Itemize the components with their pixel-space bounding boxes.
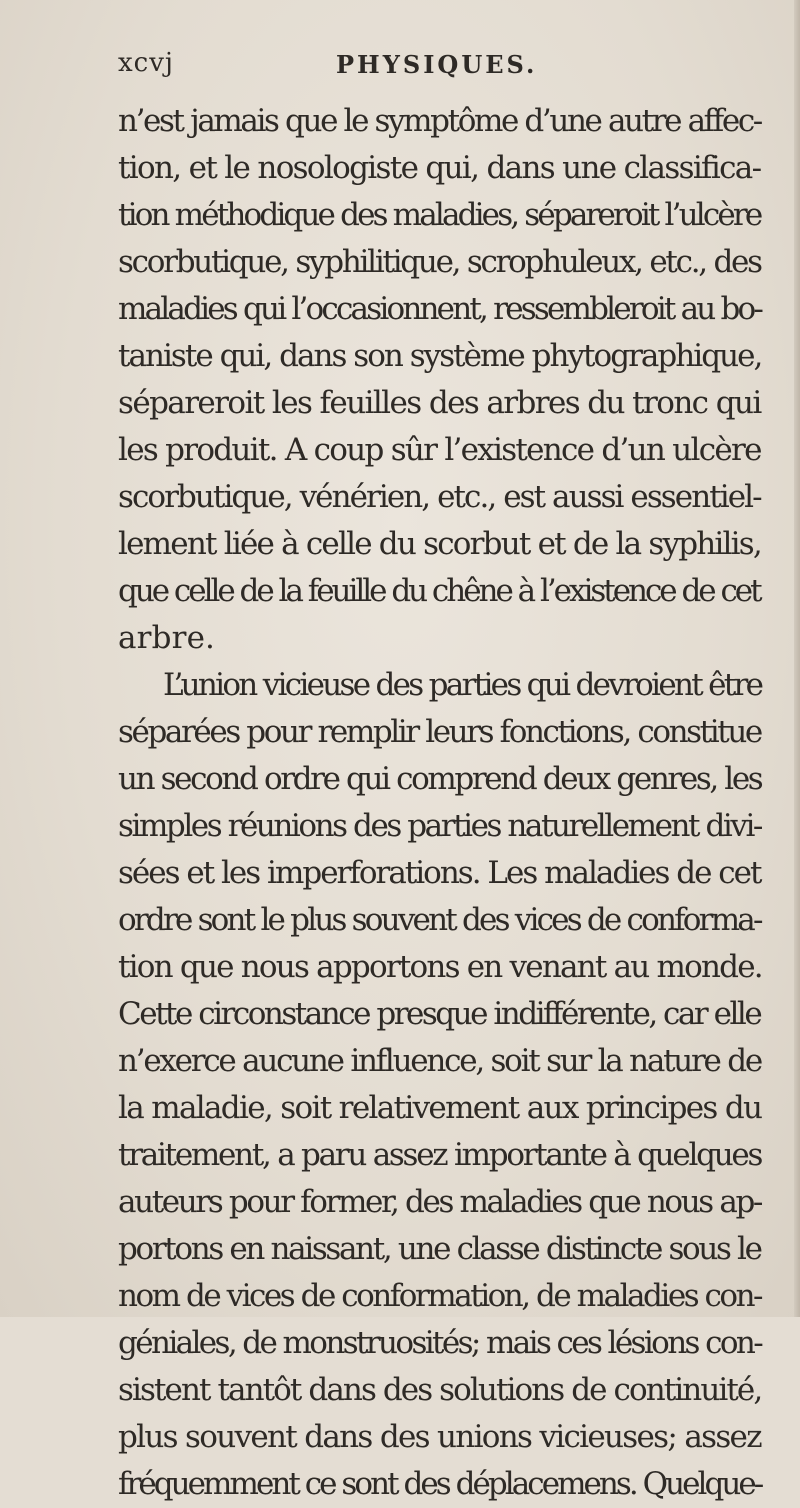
body-text	[118, 98, 768, 1508]
text-line: nom de vices de conformation, de maladies con-	[118, 1278, 762, 1314]
text-line: un second ordre qui comprend deux genres, les	[118, 761, 762, 797]
text-line: ordre sont le plus souvent des vices de conforma-	[118, 902, 761, 938]
text-line: géniales, de monstruosités; mais ces lésions con-	[118, 1325, 762, 1361]
text-line: traitement, a paru assez importante à quelques	[118, 1137, 762, 1173]
text-line: n’est jamais que le symptôme d’une autre affec-	[118, 103, 761, 139]
running-title: PHYSIQUES.	[336, 50, 538, 79]
text-line: la maladie, soit relativement aux principes du	[118, 1090, 762, 1126]
text-line: n’exerce aucune influence, soit sur la nature de	[118, 1043, 761, 1079]
text-line: tion méthodique des maladies, sépareroit l’ulcère	[118, 197, 761, 233]
text-line: simples réunions des parties naturellement divi-	[118, 808, 761, 844]
text-line: plus souvent dans des unions vicieuses; assez	[118, 1419, 761, 1455]
text-line: scorbutique, syphilitique, scrophuleux, etc., des	[118, 244, 761, 280]
text-line: sépareroit les feuilles des arbres du tronc qui	[118, 385, 761, 421]
paragraph-start-line: L’union vicieuse des parties qui devroient être	[163, 667, 762, 703]
page-edge	[794, 0, 800, 1317]
text-line: que celle de la feuille du chêne à l’existence de cet	[118, 573, 760, 609]
text-line: les produit. A coup sûr l’existence d’un ulcère	[118, 432, 761, 468]
text-line: arbre.	[118, 620, 216, 656]
page-header	[118, 48, 718, 88]
text-line: sées et les imperforations. Les maladies de cet	[118, 855, 761, 891]
text-line: séparées pour remplir leurs fonctions, constitue	[118, 714, 761, 750]
text-line: taniste qui, dans son système phytographique,	[118, 338, 762, 374]
page-number: xcvj	[118, 48, 174, 78]
text-line: lement liée à celle du scorbut et de la syphilis,	[118, 526, 761, 562]
text-line: auteurs pour former, des maladies que nous ap-	[118, 1184, 762, 1220]
text-line: maladies qui l’occasionnent, ressembleroit au bo-	[118, 291, 762, 327]
text-line: tion que nous apportons en venant au monde.	[118, 949, 762, 985]
text-line: sistent tantôt dans des solutions de continuité,	[118, 1372, 762, 1408]
text-line: tion, et le nosologiste qui, dans une classifica-	[118, 150, 761, 186]
text-line: Cette circonstance presque indifférente, car elle	[118, 996, 761, 1032]
text-line: fréquemment ce sont des déplacemens. Quelque-	[118, 1466, 762, 1502]
text-line: scorbutique, vénérien, etc., est aussi essentiel-	[118, 479, 761, 515]
text-line: portons en naissant, une classe distincte sous le	[118, 1231, 761, 1267]
